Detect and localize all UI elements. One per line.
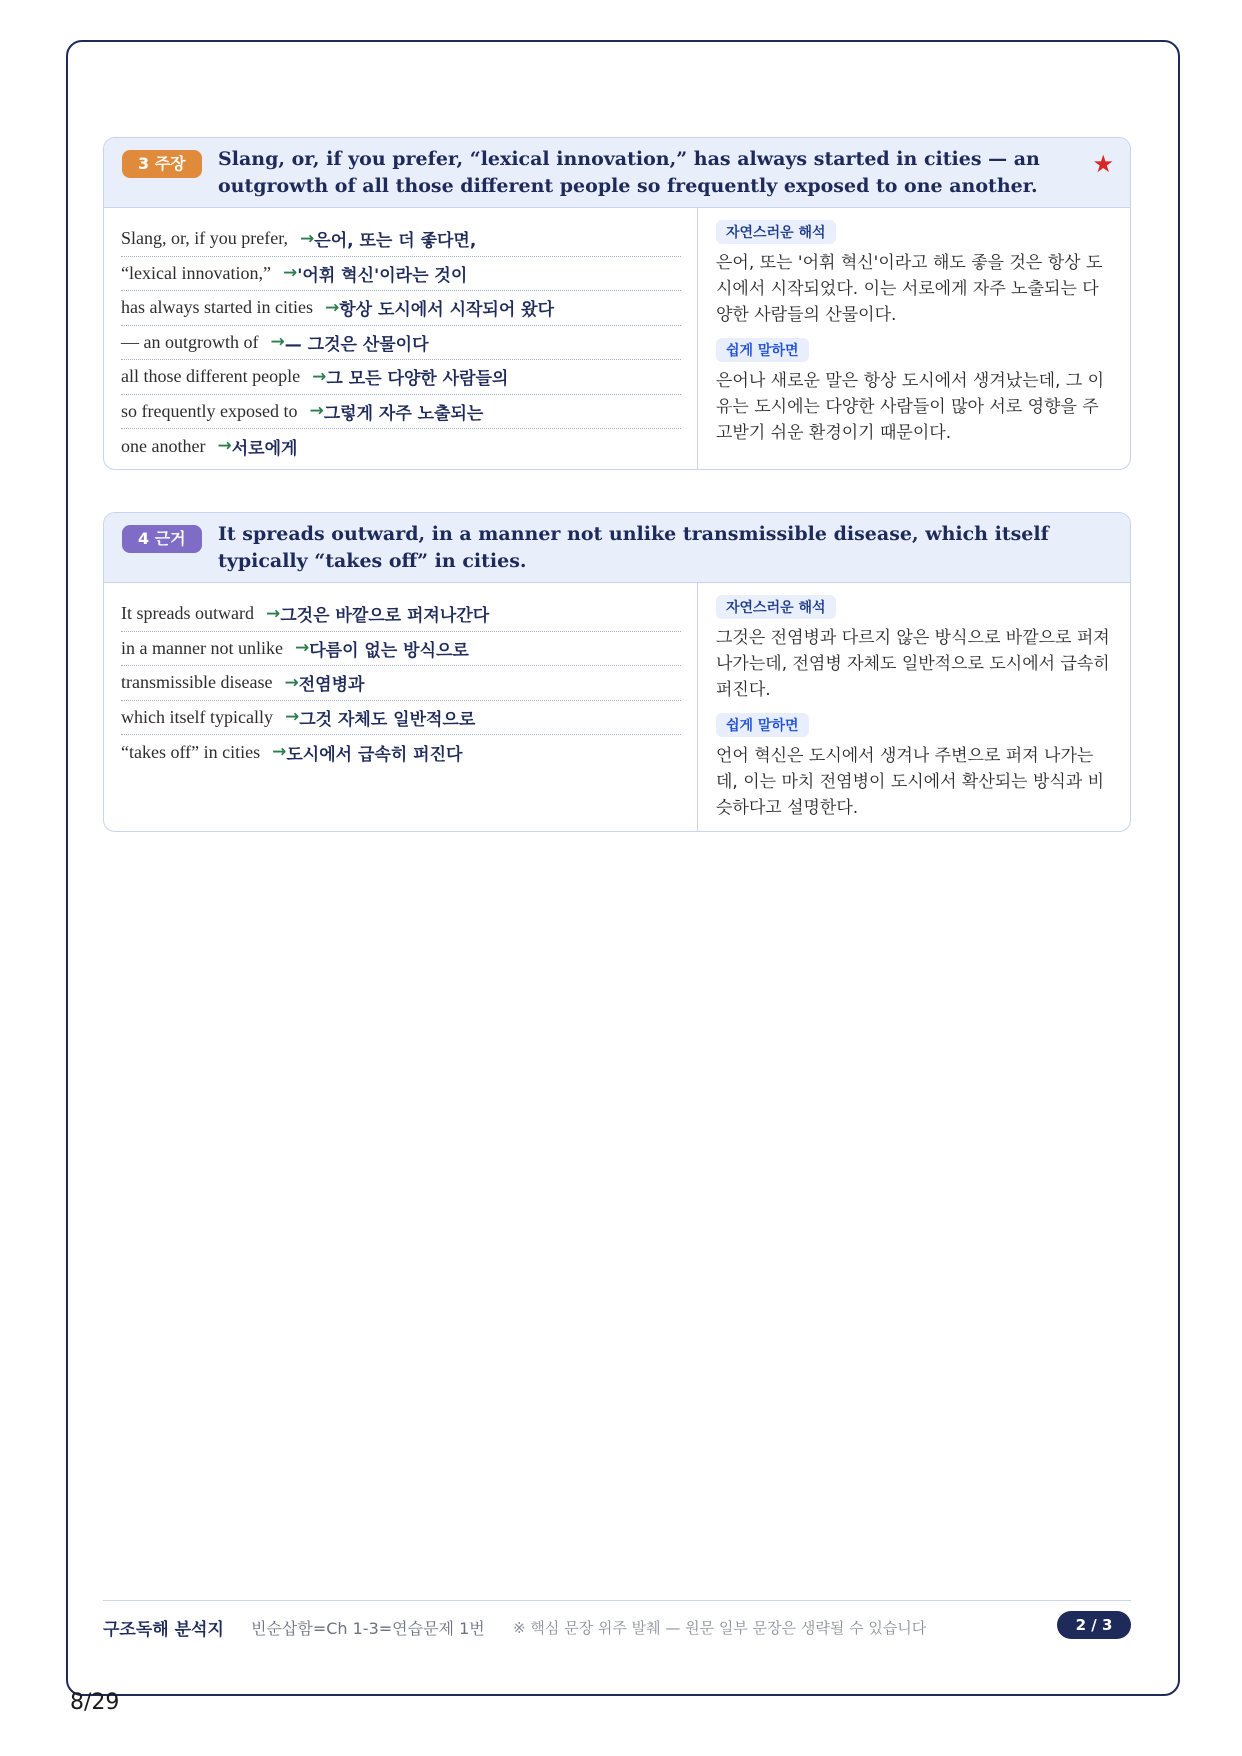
arrow-icon: → bbox=[265, 603, 281, 624]
analysis-card-3 bbox=[103, 137, 1131, 470]
page-footer bbox=[103, 1600, 1131, 1653]
phrase-english: — an outgrowth of bbox=[121, 331, 259, 352]
phrase-row bbox=[121, 429, 681, 464]
natural-translation-label: 자연스러운 해석 bbox=[716, 595, 836, 619]
arrow-icon: → bbox=[312, 366, 327, 387]
arrow-icon: → bbox=[300, 228, 315, 249]
analysis-card-4 bbox=[103, 512, 1131, 832]
phrase-english: which itself typically bbox=[121, 706, 273, 727]
phrase-row bbox=[121, 395, 681, 430]
phrase-english: transmissible disease bbox=[121, 672, 273, 693]
phrase-korean: — 그것은 산물이다 bbox=[284, 334, 429, 355]
page-counter: 8/29 bbox=[70, 1690, 120, 1715]
arrow-icon: → bbox=[272, 742, 287, 763]
phrase-korean: 서로에게 bbox=[231, 438, 298, 459]
page-number-badge: 2 / 3 bbox=[1057, 1611, 1131, 1639]
natural-translation: 은어, 또는 '어휘 혁신'이라고 해도 좋을 것은 항상 도시에서 시작되었다. 이는 서로에게 자주 노출되는 다양한 사람들의 산물이다. bbox=[716, 253, 1103, 325]
natural-translation-label: 자연스러운 해석 bbox=[716, 220, 836, 244]
footer-note: ※ 핵심 문장 위주 발췌 — 원문 일부 문장은 생략될 수 있습니다 bbox=[513, 1619, 927, 1637]
sentence-badge: 3 주장 bbox=[122, 150, 202, 178]
phrase-english: all those different people bbox=[121, 366, 301, 387]
phrase-korean: 도시에서 급속히 퍼진다 bbox=[286, 744, 463, 765]
card-header bbox=[104, 513, 1130, 583]
arrow-icon: → bbox=[294, 638, 310, 659]
phrase-row bbox=[121, 735, 681, 770]
sentence-badge: 4 근거 bbox=[122, 525, 202, 553]
phrase-row bbox=[121, 597, 681, 632]
phrase-row bbox=[121, 701, 681, 736]
phrase-korean: 다름이 없는 방식으로 bbox=[309, 640, 469, 661]
phrase-english: so frequently exposed to bbox=[121, 400, 298, 421]
phrase-korean: '어휘 혁신'이라는 것이 bbox=[297, 265, 468, 286]
phrase-english: “lexical innovation,” bbox=[121, 262, 271, 283]
arrow-icon: → bbox=[217, 436, 232, 457]
phrase-korean: 전염병과 bbox=[298, 675, 365, 696]
easy-explanation: 언어 혁신은 도시에서 생겨나 주변으로 퍼져 나가는데, 이는 마치 전염병이 도시에서 확산되는 방식과 비슷하다고 설명한다. bbox=[716, 746, 1105, 818]
footer-source: 빈순삽함=Ch 1-3=연습문제 1번 bbox=[251, 1619, 485, 1638]
phrase-english: “takes off” in cities bbox=[121, 741, 261, 762]
phrase-english: It spreads outward bbox=[121, 603, 254, 624]
natural-translation: 그것은 전염병과 다르지 않은 방식으로 바깥으로 퍼져나가는데, 전염병 자체도 일반적으로 도시에서 급속히 퍼진다. bbox=[716, 628, 1110, 700]
phrase-korean: 은어, 또는 더 좋다면, bbox=[314, 231, 477, 252]
phrase-row bbox=[121, 222, 681, 257]
arrow-icon: → bbox=[309, 401, 324, 422]
arrow-icon: → bbox=[284, 707, 300, 728]
phrase-row bbox=[121, 291, 681, 326]
star-icon: ★ bbox=[1092, 150, 1114, 178]
arrow-icon: → bbox=[284, 672, 299, 693]
translation-panel bbox=[698, 583, 1130, 832]
phrase-korean: 그 모든 다양한 사람들의 bbox=[326, 369, 509, 390]
phrase-english: in a manner not unlike bbox=[121, 637, 283, 658]
phrase-list bbox=[104, 583, 698, 832]
easy-explanation-label: 쉽게 말하면 bbox=[716, 338, 809, 362]
phrase-row bbox=[121, 360, 681, 395]
phrase-english: one another bbox=[121, 435, 206, 456]
phrase-english: Slang, or, if you prefer, bbox=[121, 228, 289, 249]
phrase-english: has always started in cities bbox=[121, 297, 313, 318]
easy-explanation-label: 쉽게 말하면 bbox=[716, 713, 809, 737]
translation-panel bbox=[698, 208, 1130, 470]
phrase-row bbox=[121, 632, 681, 667]
phrase-row bbox=[121, 326, 681, 361]
easy-explanation: 은어나 새로운 말은 항상 도시에서 생겨났는데, 그 이유는 도시에는 다양한 사람들이 많아 서로 영향을 주고받기 쉬운 환경이기 때문이다. bbox=[716, 371, 1105, 443]
sentence-heading: It spreads outward, in a manner not unlike transmissible disease, which itself typically “takes off” in cities. bbox=[218, 523, 1049, 572]
arrow-icon: → bbox=[324, 297, 340, 318]
arrow-icon: → bbox=[270, 332, 285, 353]
phrase-korean: 항상 도시에서 시작되어 왔다 bbox=[339, 300, 555, 321]
card-header bbox=[104, 138, 1130, 208]
phrase-korean: 그것 자체도 일반적으로 bbox=[299, 709, 476, 730]
phrase-row bbox=[121, 666, 681, 701]
phrase-list bbox=[104, 208, 698, 470]
phrase-korean: 그렇게 자주 노출되는 bbox=[323, 403, 484, 424]
arrow-icon: → bbox=[282, 263, 298, 284]
sentence-heading: Slang, or, if you prefer, “lexical innovation,” has always started in cities — an outgrowth of all those different people so frequently exposed to one another. bbox=[218, 148, 1040, 197]
footer-title: 구조독해 분석지 bbox=[103, 1620, 224, 1640]
phrase-row bbox=[121, 257, 681, 292]
phrase-korean: 그것은 바깥으로 퍼져나간다 bbox=[280, 606, 490, 627]
